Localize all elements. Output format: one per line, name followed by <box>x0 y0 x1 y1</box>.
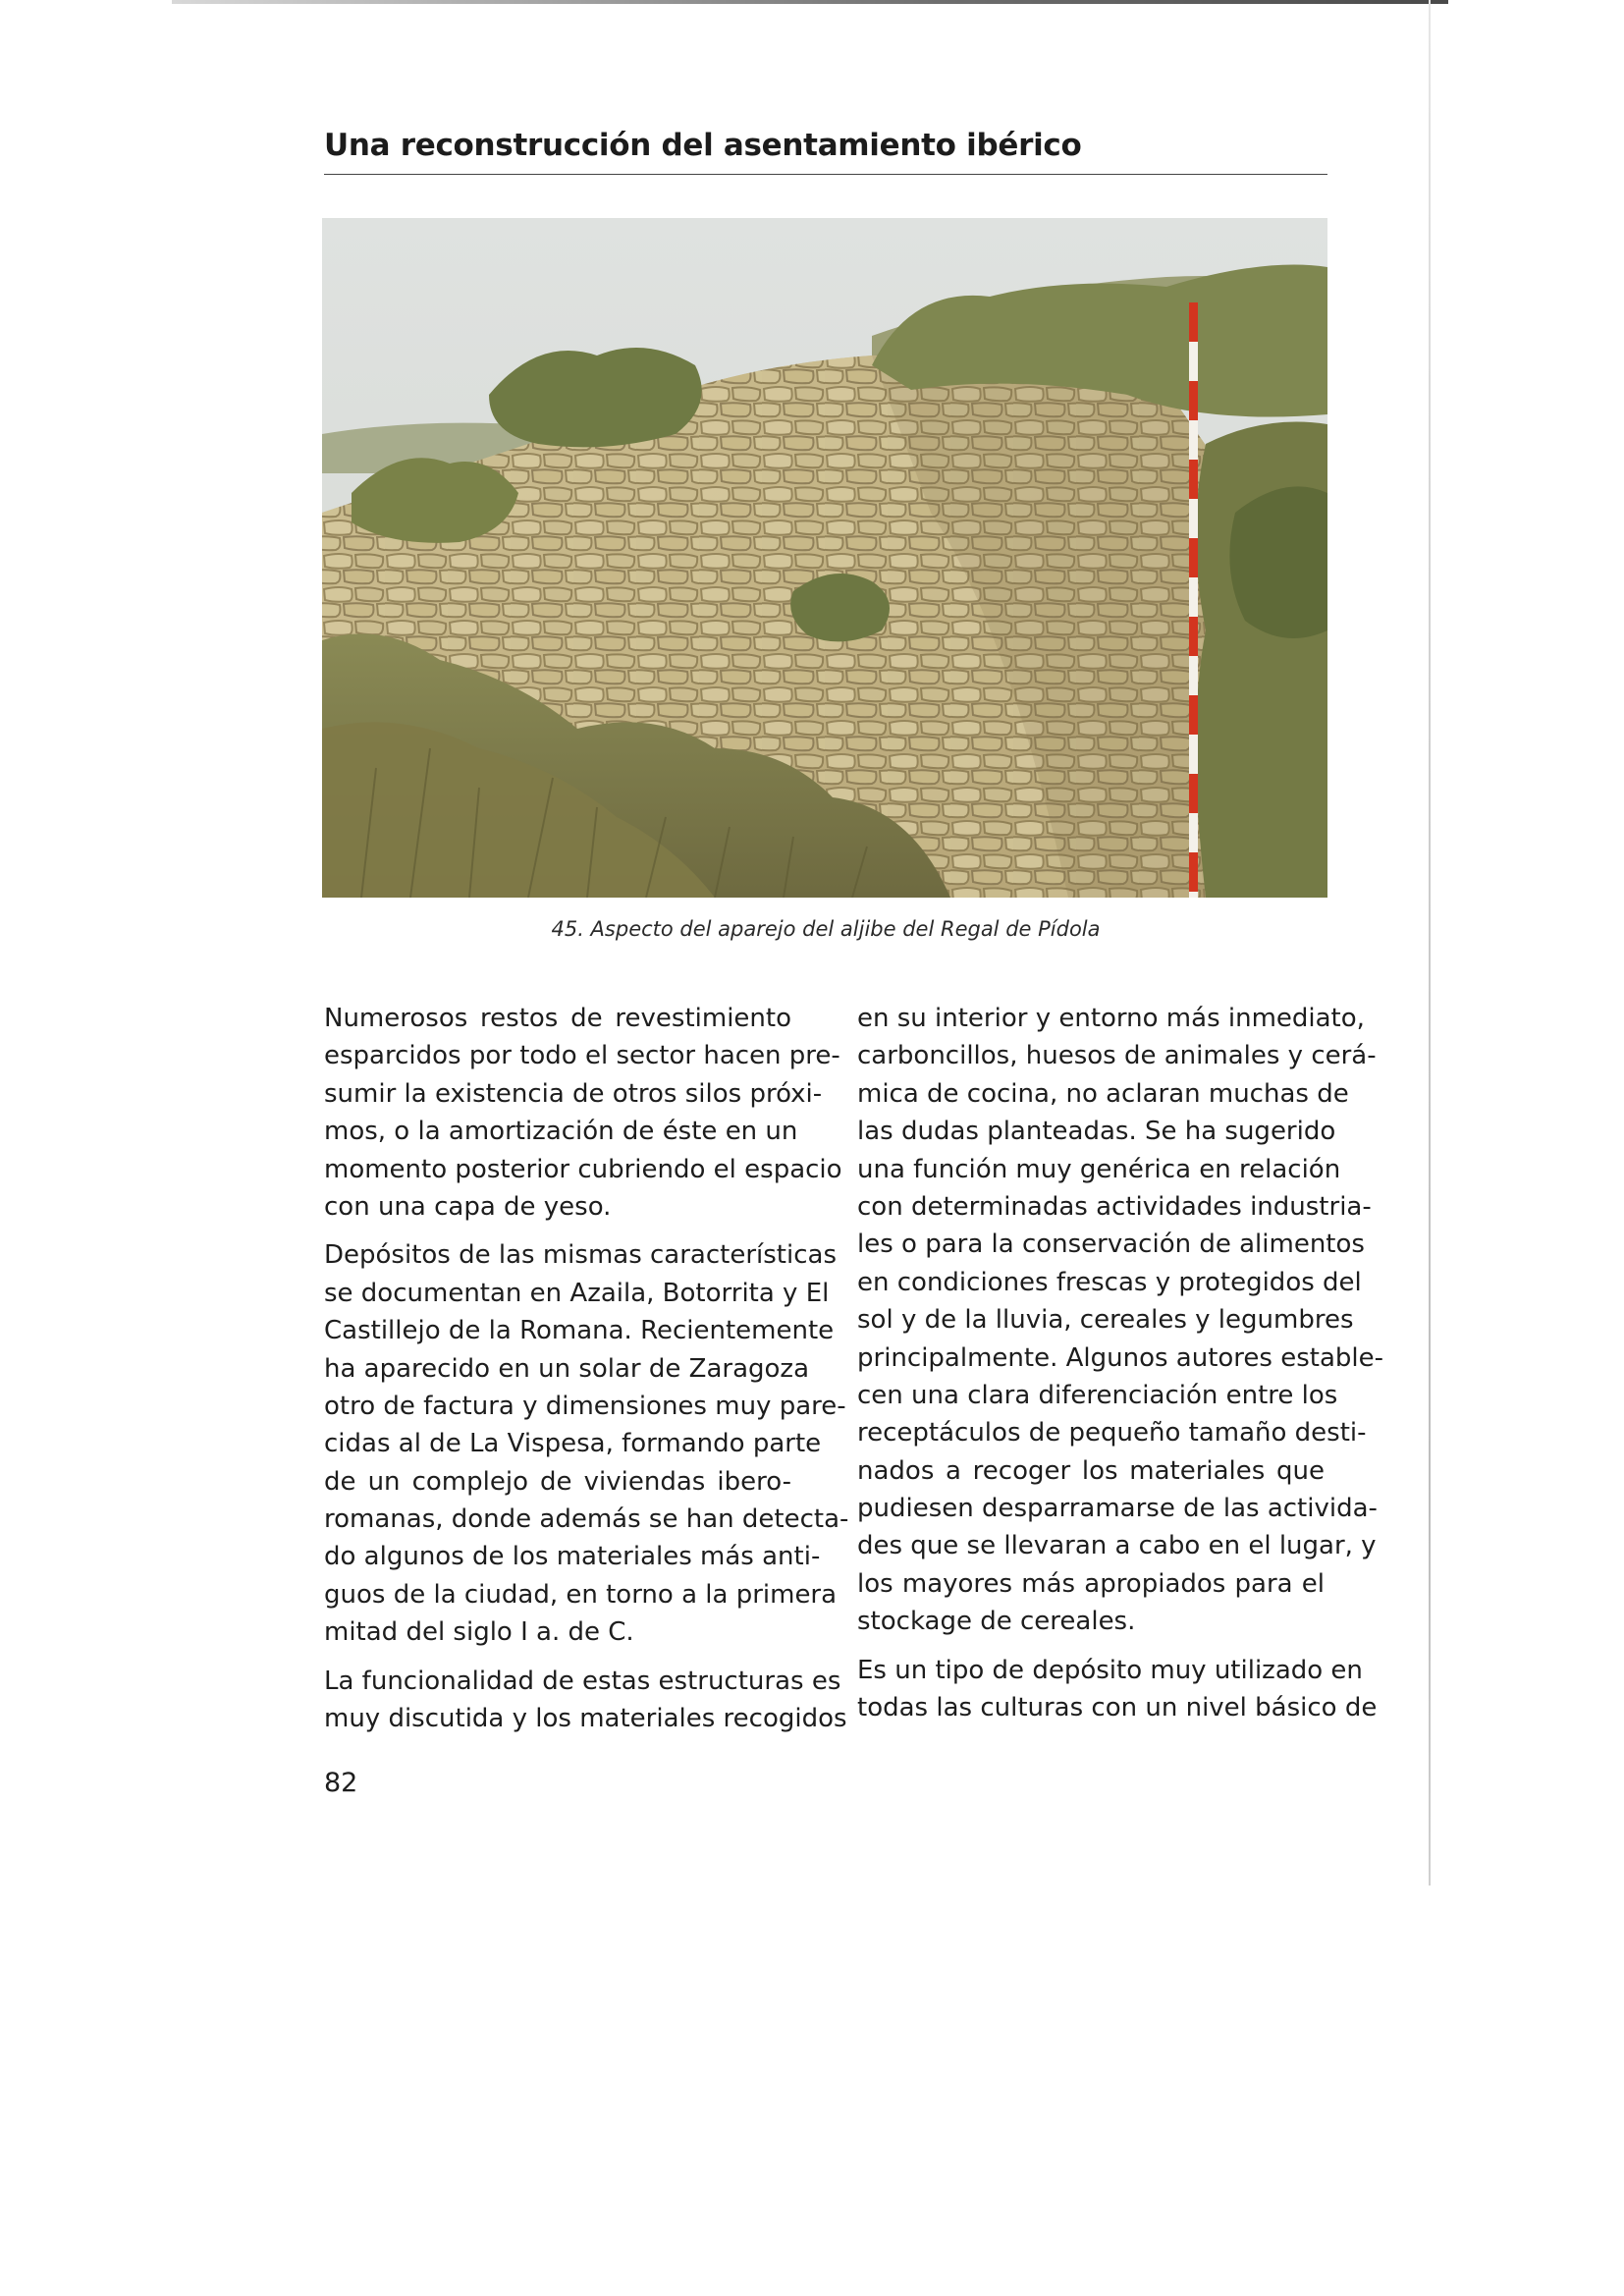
running-head: Una reconstrucción del asentamiento ibérico <box>324 128 1082 163</box>
text-line: muy discutida y los materiales recogidos <box>324 1704 847 1734</box>
text-line: Es un tipo de depósito muy utilizado en <box>857 1655 1363 1685</box>
text-line: des que se llevaran a cabo en el lugar, y <box>857 1531 1377 1561</box>
text-line: Castillejo de la Romana. Recientemente <box>324 1316 835 1346</box>
text-line: carboncillos, huesos de animales y cerá- <box>857 1041 1377 1071</box>
text-line: mos, o la amortización de éste en un <box>324 1117 798 1147</box>
stone-wall-photo <box>322 218 1327 898</box>
text-line: los mayores más apropiados para el <box>857 1568 1325 1599</box>
text-line: mica de cocina, no aclaran muchas de <box>857 1078 1349 1109</box>
text-line: cen una clara diferenciación entre los <box>857 1380 1338 1410</box>
figure-caption: 45. Aspecto del aparejo del aljibe del Regal de Pídola <box>551 917 1101 941</box>
text-line: cidas al de La Vispesa, formando parte <box>324 1429 822 1459</box>
text-line: les o para la conservación de alimentos <box>857 1230 1365 1260</box>
measuring-rod <box>1189 302 1198 898</box>
text-line: mitad del siglo I a. de C. <box>324 1617 634 1648</box>
page-number: 82 <box>324 1768 358 1798</box>
text-line: momento posterior cubriendo el espacio <box>324 1154 842 1184</box>
text-line: guos de la ciudad, en torno a la primera <box>324 1579 838 1610</box>
text-line: romanas, donde además se han detecta- <box>324 1504 849 1535</box>
text-line: de un complejo de viviendas ibero- <box>324 1466 791 1497</box>
text-line: sol y de la lluvia, cereales y legumbres <box>857 1305 1354 1336</box>
text-line: principalmente. Algunos autores estable- <box>857 1342 1383 1373</box>
text-line: Depósitos de las mismas características <box>324 1240 837 1271</box>
text-line: pudiesen desparramarse de las activida- <box>857 1494 1378 1524</box>
text-line: en condiciones frescas y protegidos del <box>857 1267 1362 1297</box>
text-line: todas las culturas con un nivel básico de <box>857 1693 1378 1723</box>
scan-top-border <box>172 0 1448 4</box>
text-line: receptáculos de pequeño tamaño desti- <box>857 1418 1367 1449</box>
text-line: se documentan en Azaila, Botorrita y El <box>324 1278 830 1308</box>
text-column-left <box>324 1000 849 1737</box>
text-line: una función muy genérica en relación <box>857 1154 1341 1184</box>
text-line: en su interior y entorno más inmediato, <box>857 1004 1365 1033</box>
text-line: do algunos de los materiales más anti- <box>324 1542 821 1572</box>
text-line: las dudas planteadas. Se ha sugerido <box>857 1117 1336 1147</box>
text-line: Numerosos restos de revestimiento <box>324 1004 791 1033</box>
text-line: sumir la existencia de otros silos próxi- <box>324 1078 823 1109</box>
figure-photo <box>322 218 1327 898</box>
text-line: nados a recoger los materiales que <box>857 1455 1325 1486</box>
header-rule <box>324 174 1327 175</box>
text-line: con una capa de yeso. <box>324 1191 612 1222</box>
scan-gutter-line <box>1429 0 1431 1886</box>
text-column-right <box>857 1000 1383 1726</box>
text-line: La funcionalidad de estas estructuras es <box>324 1666 841 1696</box>
text-line: con determinadas actividades industria- <box>857 1191 1372 1222</box>
text-line: stockage de cereales. <box>857 1607 1136 1637</box>
text-line: ha aparecido en un solar de Zaragoza <box>324 1353 809 1384</box>
text-line: otro de factura y dimensiones muy pare- <box>324 1391 846 1421</box>
text-line: esparcidos por todo el sector hacen pre- <box>324 1041 840 1071</box>
